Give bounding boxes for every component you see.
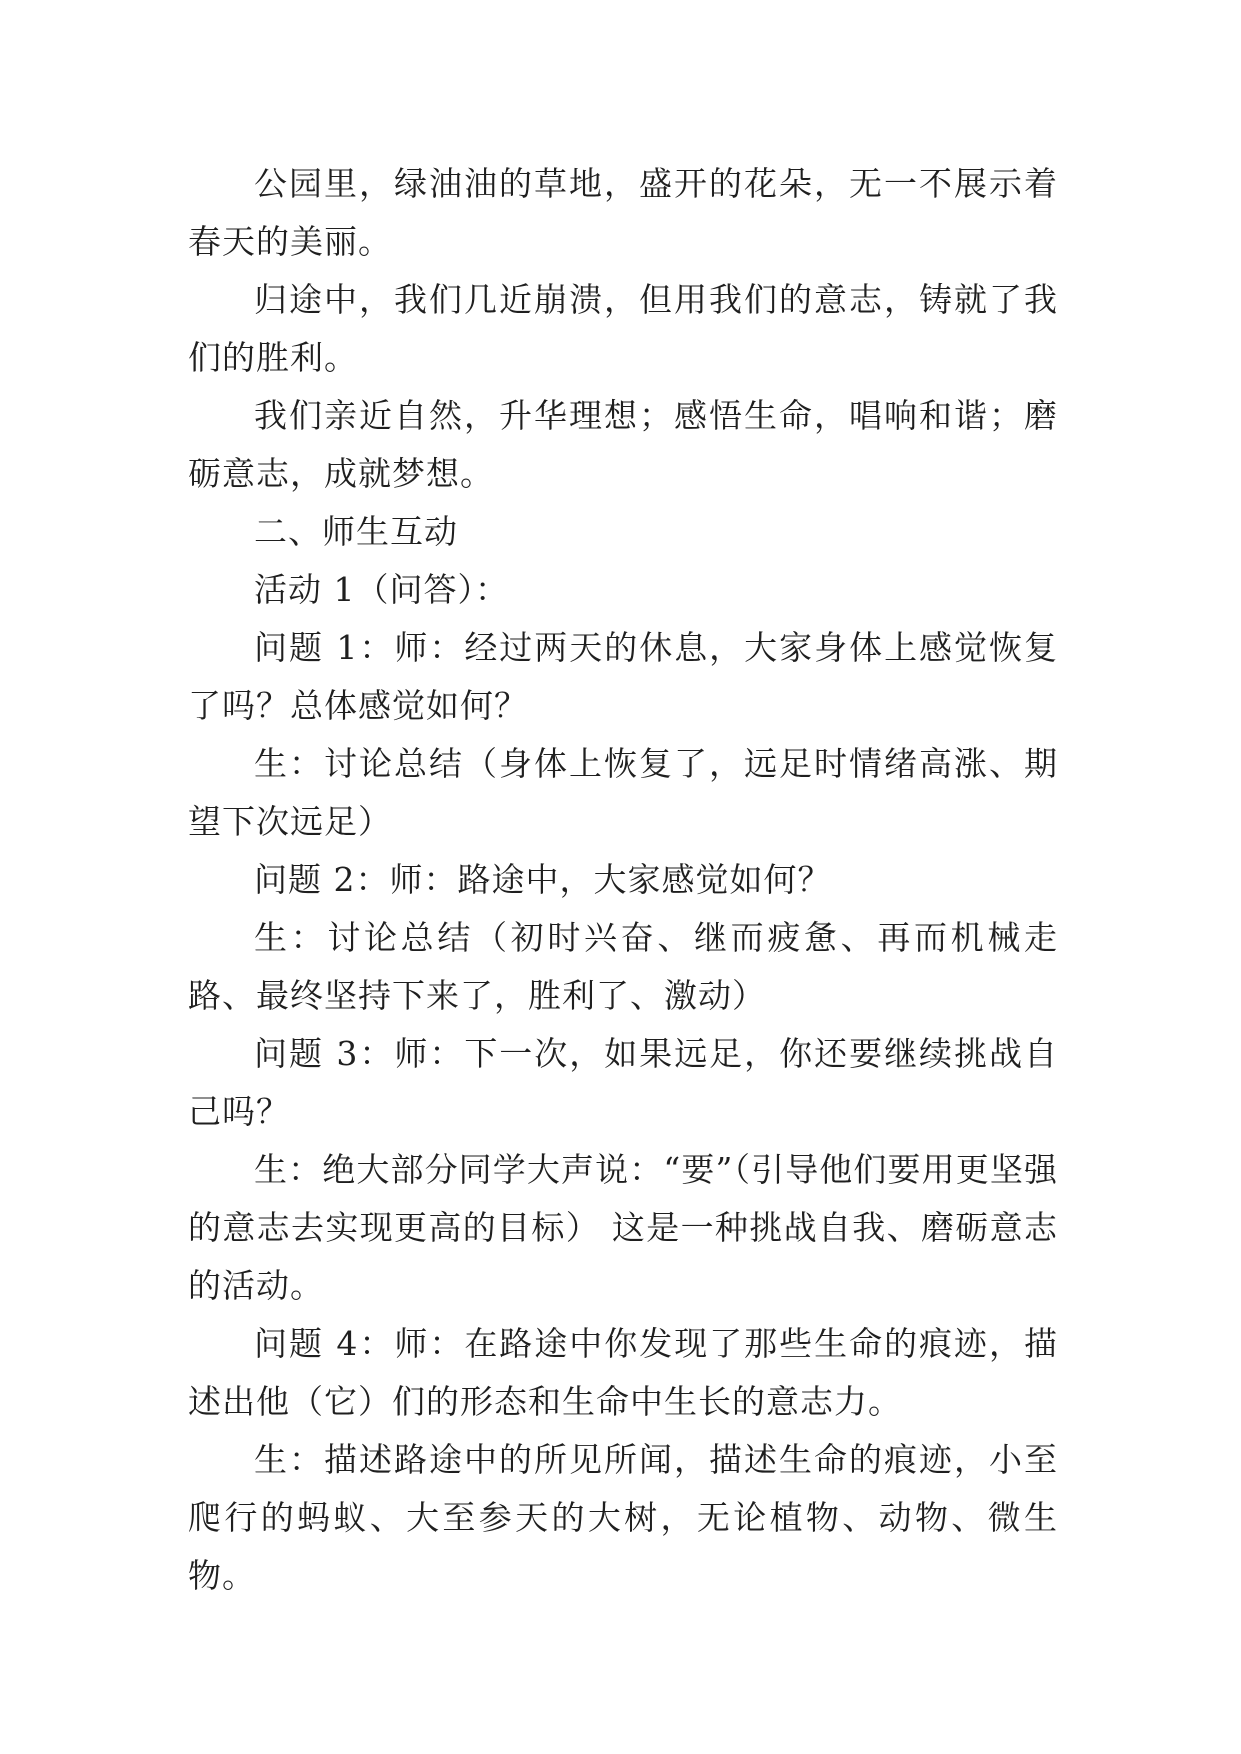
paragraph-park-scene: 公园里，绿油油的草地，盛开的花朵，无一不展示着春天的美丽。 [188, 164, 1058, 261]
question-3: 问题 3：师：下一次，如果远足，你还要继续挑战自己吗？ [188, 1034, 1058, 1131]
question-2: 问题 2：师：路途中，大家感觉如何？ [254, 860, 832, 899]
activity-heading: 活动 1（问答）： [254, 570, 509, 609]
document-body [188, 155, 1058, 1605]
answer-2: 生：讨论总结（初时兴奋、继而疲惫、再而机械走路、最终坚持下来了，胜利了、激动） [188, 918, 1058, 1015]
answer-3: 生：绝大部分同学大声说：“要”（引导他们要用更坚强的意志去实现更高的目标） 这是一种挑战自我、磨砺意志的活动。 [188, 1150, 1058, 1305]
answer-4: 生：描述路途中的所见所闻，描述生命的痕迹，小至爬行的蚂蚁、大至参天的大树，无论植物、动物、微生物。 [188, 1440, 1058, 1595]
section-heading-interaction: 二、师生互动 [254, 512, 458, 551]
paragraph-summary: 我们亲近自然，升华理想；感悟生命，唱响和谐；磨砺意志，成就梦想。 [188, 396, 1058, 493]
answer-1: 生：讨论总结（身体上恢复了，远足时情绪高涨、期望下次远足） [188, 744, 1058, 841]
question-1: 问题 1：师：经过两天的休息，大家身体上感觉恢复了吗？总体感觉如何？ [188, 628, 1058, 725]
question-4: 问题 4：师：在路途中你发现了那些生命的痕迹，描述出他（它）们的形态和生命中生长的意志力。 [188, 1324, 1058, 1421]
paragraph-return-journey: 归途中，我们几近崩溃，但用我们的意志，铸就了我们的胜利。 [188, 280, 1058, 377]
